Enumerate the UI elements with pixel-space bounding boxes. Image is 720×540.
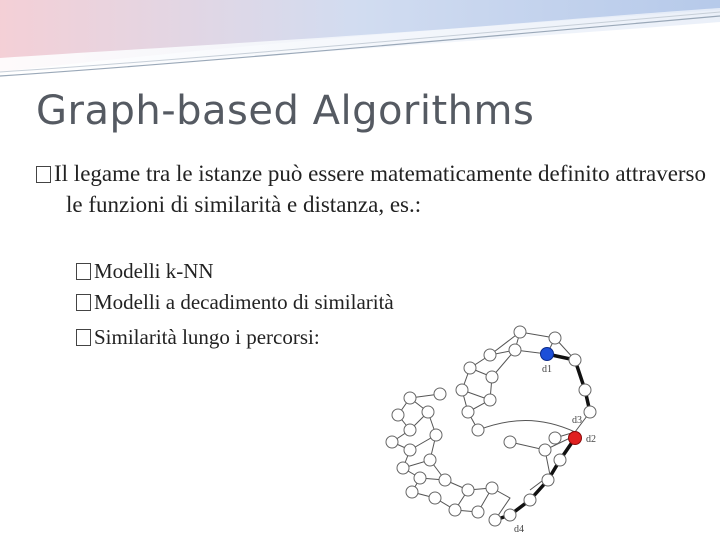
bullet-box-icon [76, 294, 91, 311]
node-d2 [569, 432, 582, 445]
sub-bullet-text: Similarità lungo i percorsi: [94, 325, 320, 349]
label-d2: d2 [586, 434, 596, 445]
slide-title: Graph-based Algorithms [36, 88, 535, 134]
path-similarity-graph [370, 320, 620, 535]
bullet-box-icon [76, 329, 91, 346]
label-d1: d1 [542, 364, 552, 375]
node-d1 [541, 348, 554, 361]
sub-bullet-3 [76, 324, 320, 351]
sub-bullet-text: Modelli k-NN [94, 259, 214, 283]
bullet-box-icon [36, 166, 51, 183]
label-d4: d4 [514, 524, 524, 535]
header-wave-decoration [0, 0, 720, 90]
bullet-box-icon [76, 263, 91, 280]
sub-bullet-2 [76, 289, 394, 316]
main-bullet [36, 158, 716, 220]
label-d3: d3 [572, 415, 582, 426]
main-bullet-text: Il legame tra le istanze può essere matematicamente definito attraverso le funzioni di similarità e distanza, es.: [54, 161, 707, 217]
sub-bullet-text: Modelli a decadimento di similarità [94, 290, 394, 314]
sub-bullet-1 [76, 258, 214, 285]
